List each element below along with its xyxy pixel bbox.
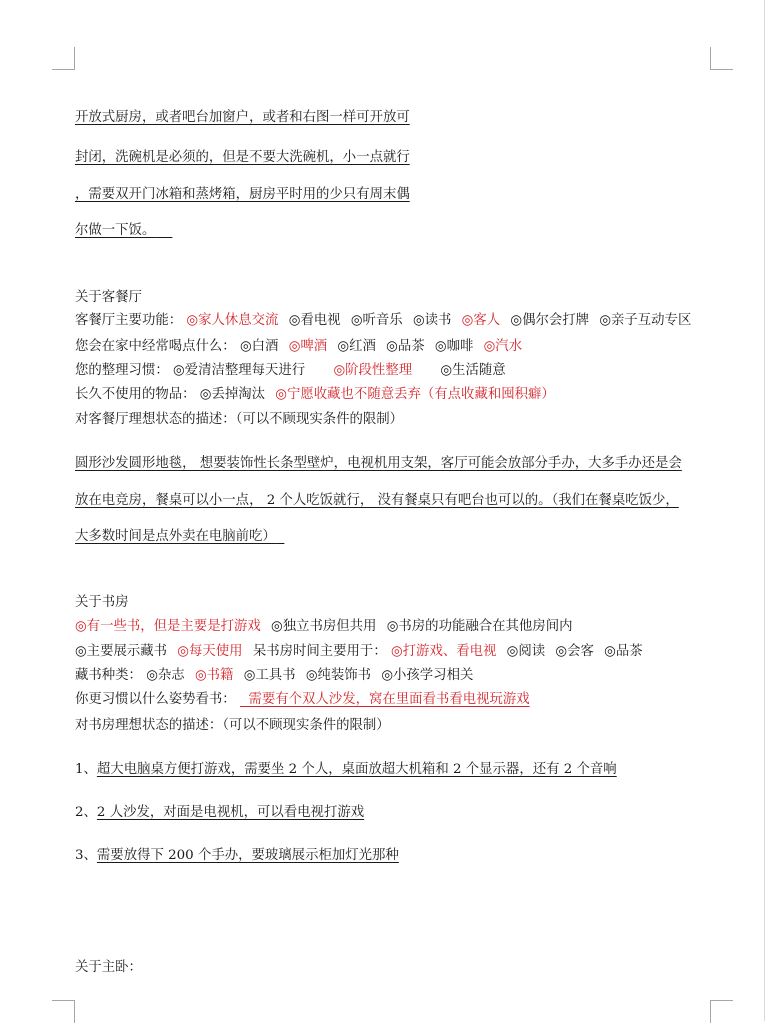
option-casual[interactable]: ◎生活随意: [440, 363, 506, 378]
option-baijiu[interactable]: ◎白酒: [239, 339, 279, 354]
living-drinks-row: [75, 338, 528, 356]
kitchen-answer-line-2: 封闭，洗碗机是必须的，但是不要大洗碗机，小一点就行: [75, 150, 410, 165]
living-habits-row: [75, 362, 512, 380]
option-watch-tv[interactable]: ◎看电视: [288, 313, 341, 328]
option-wine[interactable]: ◎红酒: [337, 339, 376, 354]
option-coffee[interactable]: ◎咖啡: [434, 339, 474, 354]
option-shared-study[interactable]: ◎独立书房但共用: [271, 619, 377, 634]
option-display-books[interactable]: ◎主要展示藏书: [75, 644, 168, 659]
living-drinks-label: 您会在家中经常喝点什么：: [75, 339, 236, 354]
option-periodic-tidy[interactable]: ◎阶段性整理: [333, 363, 413, 378]
crop-mark-bottom-right: [710, 1000, 733, 1023]
option-keep-collect[interactable]: ◎宁愿收藏也不随意丢弃（有点收藏和囤积癖）: [275, 387, 555, 402]
living-heading: 关于客餐厅: [75, 290, 142, 305]
option-throw-away[interactable]: ◎丢掉淘汰: [199, 387, 266, 402]
option-merged-study[interactable]: ◎书房的功能融合在其他房间内: [386, 619, 573, 634]
living-functions-row: [75, 312, 697, 330]
kitchen-answer-line-1: 开放式厨房，或者吧台加窗户，或者和右图一样可开放可: [75, 110, 410, 125]
option-meet-guests[interactable]: ◎会客: [555, 644, 594, 659]
option-read[interactable]: ◎阅读: [506, 644, 546, 659]
option-clean-daily[interactable]: ◎爱清洁整理每天进行: [173, 363, 306, 378]
study-use-label: 呆书房时间主要用于：: [252, 644, 387, 659]
crop-mark-bottom-left: [52, 1000, 75, 1023]
study-ideal-prompt: 对书房理想状态的描述：（可以不顾现实条件的限制）: [75, 718, 390, 733]
master-heading: 关于主卧：: [75, 960, 142, 975]
study-ideal-item-3: 3、需要放得下 200 个手办，要玻璃展示柜加灯光那种: [75, 848, 399, 863]
crop-mark-top-right: [710, 47, 733, 70]
option-beer[interactable]: ◎啤酒: [288, 339, 328, 354]
option-daily-use[interactable]: ◎每天使用: [177, 644, 243, 659]
option-guests[interactable]: ◎客人: [461, 313, 501, 328]
option-music[interactable]: ◎听音乐: [350, 313, 403, 328]
living-unused-row: [75, 386, 561, 404]
study-posture-label: 你更习惯以什么姿势看书：: [75, 692, 236, 707]
study-ideal-item-1: 1、超大电脑桌方便打游戏，需要坐 2 个人，桌面放超大机箱和 2 个显示器，还有 2 个音响: [75, 762, 617, 777]
option-kids-study[interactable]: ◎小孩学习相关: [381, 668, 474, 683]
study-books-row: [75, 618, 578, 636]
living-ideal-line-3: 大多数时间是点外卖在电脑前吃）: [75, 529, 276, 544]
study-display-row: [75, 643, 649, 661]
option-magazines[interactable]: ◎杂志: [146, 668, 185, 683]
option-drink-tea[interactable]: ◎品茶: [604, 644, 643, 659]
living-unused-label: 长久不使用的物品：: [75, 387, 196, 402]
option-family-rest[interactable]: ◎家人休息交流: [186, 313, 279, 328]
kitchen-answer-line-4: 尔做一下饭。: [75, 223, 156, 238]
study-posture-answer: 需要有个双人沙发，窝在里面看书看电视玩游戏: [248, 692, 530, 707]
study-ideal-item-2: 2、2 人沙发，对面是电视机，可以看电视打游戏: [75, 805, 365, 820]
option-soda[interactable]: ◎汽水: [483, 339, 523, 354]
option-parent-child[interactable]: ◎亲子互动专区: [599, 313, 692, 328]
crop-mark-top-left: [52, 47, 75, 70]
study-heading: 关于书房: [75, 595, 129, 610]
living-ideal-prompt: 对客餐厅理想状态的描述：（可以不顾现实条件的限制）: [75, 412, 404, 427]
option-cards[interactable]: ◎偶尔会打牌: [510, 313, 590, 328]
living-ideal-line-1: 圆形沙发圆形地毯， 想要装饰性长条型壁炉，电视机用支架，客厅可能会放部分手办，大多手办还是会: [75, 456, 682, 471]
option-decor-books[interactable]: ◎纯装饰书: [305, 668, 372, 683]
living-functions-label: 客餐厅主要功能：: [75, 313, 183, 328]
living-ideal-line-2: 放在电竞房，餐桌可以小一点， 2 个人吃饭就行， 没有餐桌只有吧台也可以的。（我们在餐桌吃饭少，: [75, 493, 679, 508]
option-reading[interactable]: ◎读书: [412, 313, 452, 328]
option-gaming-tv[interactable]: ◎打游戏、看电视: [390, 644, 497, 659]
living-habits-label: 您的整理习惯：: [75, 363, 169, 378]
option-reference[interactable]: ◎工具书: [243, 668, 296, 683]
option-tea[interactable]: ◎品茶: [386, 339, 425, 354]
study-types-row: [75, 667, 479, 685]
kitchen-answer-line-3: ，需要双开门冰箱和蒸烤箱，厨房平时用的少只有周末偶: [75, 187, 410, 202]
option-books[interactable]: ◎书籍: [194, 668, 234, 683]
study-posture-row: [75, 691, 530, 709]
option-some-books-gaming[interactable]: ◎有一些书，但是主要是打游戏: [75, 619, 261, 634]
study-types-label: 藏书种类：: [75, 668, 142, 683]
